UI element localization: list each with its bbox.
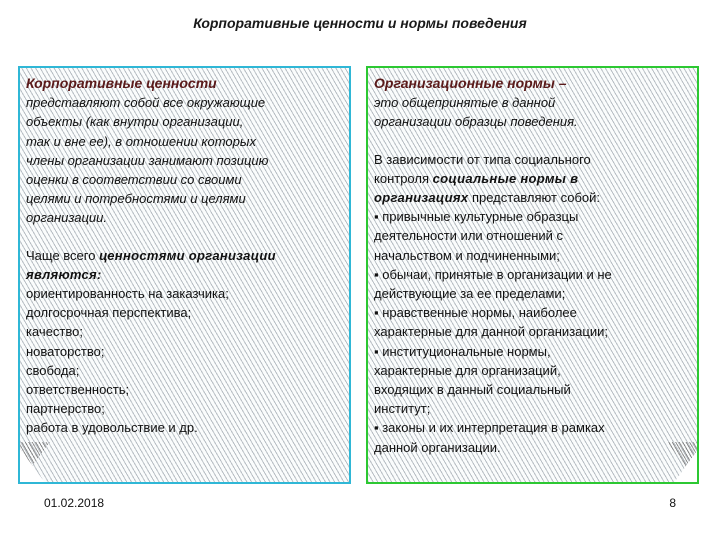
page-number: 8 bbox=[669, 496, 676, 510]
norms-intro-line: В зависимости от типа социального bbox=[374, 151, 591, 167]
list-item: партнерство; bbox=[26, 401, 105, 417]
list-item: работа в удовольствие и др. bbox=[26, 420, 198, 436]
list-item: ▪ обычаи, принятые в организации и не bbox=[374, 266, 612, 282]
definition-line: организации. bbox=[26, 210, 107, 226]
norms-intro bbox=[374, 150, 691, 208]
organizational-norms-definition bbox=[374, 93, 691, 131]
list-item: характерные для данной организации; bbox=[374, 324, 608, 340]
list-item: начальством и подчиненными; bbox=[374, 247, 560, 263]
list-item: деятельности или отношений с bbox=[374, 228, 564, 244]
corporate-values-definition bbox=[26, 93, 343, 227]
definition-line: представляют собой все окружающие bbox=[26, 95, 266, 111]
corporate-values-heading: Корпоративные ценности bbox=[26, 75, 217, 91]
slide-title: Корпоративные ценности и нормы поведения bbox=[193, 15, 527, 31]
corporate-values-content bbox=[26, 74, 343, 438]
definition-line: организации образцы поведения. bbox=[374, 114, 578, 130]
values-intro bbox=[26, 246, 343, 265]
list-item: институт; bbox=[374, 401, 431, 417]
organizational-norms-heading: Организационные нормы – bbox=[374, 75, 567, 91]
list-item: долгосрочная перспектива; bbox=[26, 305, 192, 321]
list-item: входящих в данный социальный bbox=[374, 382, 571, 398]
list-item: характерные для организаций, bbox=[374, 362, 561, 378]
list-item: ориентированность на заказчика; bbox=[26, 286, 229, 302]
corporate-values-panel bbox=[18, 66, 351, 484]
values-intro-plain: Чаще всего bbox=[26, 247, 100, 263]
list-item: ▪ привычные культурные образцы bbox=[374, 209, 579, 225]
definition-line: это общепринятые в данной bbox=[374, 95, 556, 111]
definition-line: члены организации занимают позицию bbox=[26, 152, 269, 168]
list-item: новаторство; bbox=[26, 343, 105, 359]
list-item: ответственность; bbox=[26, 382, 130, 398]
slide-date: 01.02.2018 bbox=[44, 496, 105, 510]
organizational-norms-panel bbox=[366, 66, 699, 484]
norms-list bbox=[374, 207, 691, 457]
norms-intro-plain: представляют собой: bbox=[468, 190, 600, 206]
organizational-norms-content bbox=[374, 74, 691, 457]
definition-line: целями и потребностями и целями bbox=[26, 191, 246, 207]
list-item: данной организации. bbox=[374, 439, 501, 455]
page-curl bbox=[673, 448, 699, 484]
values-list bbox=[26, 284, 343, 438]
values-intro-end: являются: bbox=[26, 266, 102, 282]
norms-intro-plain: контроля bbox=[374, 170, 433, 186]
definition-line: оценки в соответствии со своими bbox=[26, 172, 242, 188]
list-item: действующие за ее пределами; bbox=[374, 286, 566, 302]
norms-intro-line bbox=[374, 169, 691, 188]
list-item: ▪ институциональные нормы, bbox=[374, 343, 551, 359]
list-item: ▪ нравственные нормы, наиболее bbox=[374, 305, 577, 321]
norms-intro-emph: организациях bbox=[374, 190, 469, 206]
norms-intro-emph: социальные нормы в bbox=[432, 170, 579, 186]
norms-intro-line bbox=[374, 188, 691, 207]
page-curl bbox=[18, 446, 46, 484]
list-item: качество; bbox=[26, 324, 83, 340]
values-intro-emph: ценностями организации bbox=[99, 247, 276, 263]
list-item: ▪ законы и их интерпретация в рамках bbox=[374, 420, 605, 436]
definition-line: так и вне ее), в отношении которых bbox=[26, 133, 256, 149]
definition-line: объекты (как внутри организации, bbox=[26, 114, 244, 130]
list-item: свобода; bbox=[26, 362, 80, 378]
